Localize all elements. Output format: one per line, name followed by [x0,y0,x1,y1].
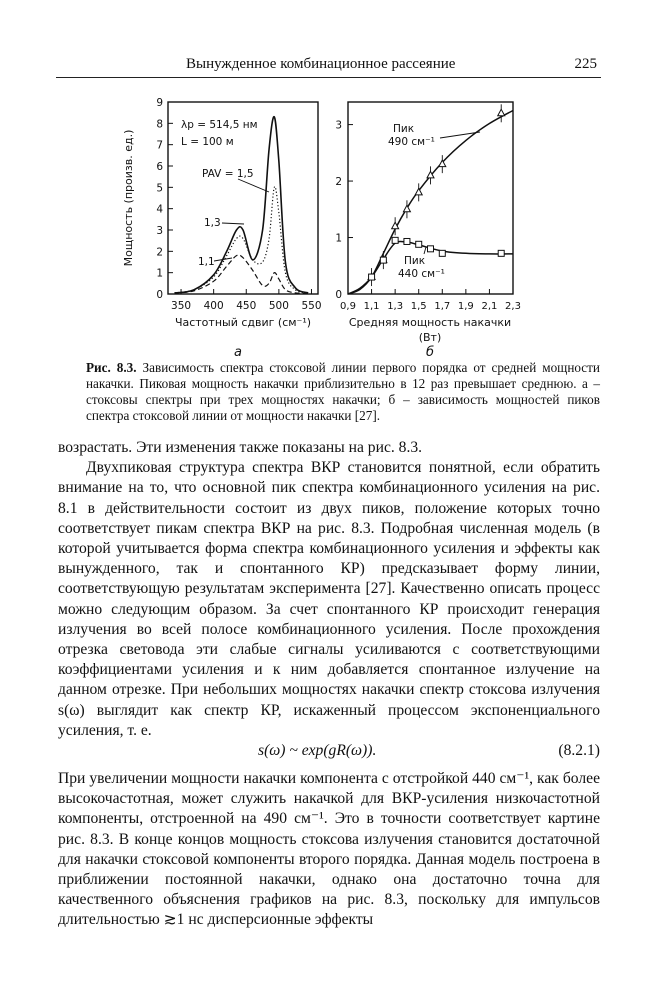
panel-b-y-tick-label: 0 [335,289,342,301]
pav-leader-line [238,179,269,192]
data-point-490 [439,160,446,167]
panel-a-x-tick-label: 450 [236,300,257,312]
data-point-440 [380,257,386,263]
panel-b-x-tick-label: 1,1 [363,301,380,312]
panel-a-y-tick-label: 7 [156,139,163,152]
peak-490-label-line2: 490 см⁻¹ [388,136,435,148]
panel-b-letter: б [426,345,435,360]
paragraph-two-peak-structure: Двухпиковая структура спектра ВКР становится понятной, если обратить внимание на то, что основной пик спектра комбинационного усиления на рис. 8.1 в действительности состоит из двух пиков, положение которых точно соответствует пикам спектра ВКР на рис. 8.3. Подробная численная модель (в которой учитывается форма спектра комбинационного усиления и эффекты как вынужденного, так и спонтанного КР) предсказывает форму линии, соответствующую результатам эксперимента [27]. Качественно описать процесс можно следующим образом. За счет спонтанного КР происходит генерация излучения во всей полосе комбинационного усиления. После прохождения отрезка световода эти слабые сигналы усиливаются с соответствующими коэффициентами усиления и к ним добавляется спонтанное излучение на данном отрезке. При небольших мощностях накачки спектр стоксова излучения s(ω) выглядит как спектр КР, искаженный процессом экспоненциального усиления, т. е. [58,459,600,739]
panel-a-letter: а [234,345,242,360]
curve-label-1-1: 1,1 [198,256,215,268]
panel-a-xlabel: Частотный сдвиг (см⁻¹) [174,316,312,329]
panel-a-x-tick-label: 500 [268,300,289,312]
panel-b [335,102,521,360]
data-point-440 [404,238,410,244]
panel-b-xlabel-line1: Средняя мощность накачки [348,316,512,329]
caption-label: Рис. 8.3. [86,360,137,375]
panel-a-y-tick-label: 4 [156,203,163,216]
panel-a-x-tick-label: 350 [171,300,192,312]
panel-a [122,97,322,360]
body-text [58,438,600,931]
panel-a-x-ticks [171,289,321,312]
panel-b-x-tick-label: 2,1 [481,301,498,312]
running-header [56,52,601,78]
data-point-440 [392,237,398,243]
equation-number: (8.2.1) [558,742,600,760]
figure-8-3 [122,92,528,360]
panel-a-param-wavelength: λp = 514,5 нм [181,119,258,131]
equation-8-2-1 [58,741,600,765]
panel-a-y-tick-label: 5 [156,182,163,195]
curve-1-3-leader-line [222,223,244,224]
equation-formula: s(ω) ~ exp(gR(ω)). [258,742,377,760]
panel-a-x-tick-label: 550 [301,300,322,312]
panel-a-param-pav: PAV = 1,5 [202,168,254,180]
paragraph-pump-increase: При увеличении мощности накачки компонента с отстройкой 440 см⁻¹, как более высокочастотная, может служить накачкой для ВКР-усиления низкочастотной компоненты, отстроенной на 490 см⁻¹. Это в точности соответствует картине рис. 8.3. В конце концов мощность стоксова излучения становится достаточной для накачки стоксовой компоненты второго порядка. Данная модель построена в приближении постоянной накачки, однако она достаточно точна для качественного объяснения графиков на рис. 8.3, поскольку для импульсов длительностью ≳1 нс дисперсионные эффекты [58,770,600,929]
panel-a-y-tick-label: 6 [156,161,163,173]
header-rule [56,77,601,78]
panel-b-y-ticks [335,120,353,301]
panel-b-x-tick-label: 1,7 [434,301,451,312]
panel-a-y-tick-label: 2 [156,246,163,259]
figure-caption [86,360,600,424]
peak-490-leader-line [440,132,480,138]
panel-b-y-tick-label: 3 [335,119,342,132]
running-title: Вынужденное комбинационное рассеяние [186,56,456,72]
data-point-440 [416,241,422,247]
panel-a-x-tick-label: 400 [203,300,224,312]
data-point-440 [498,250,504,256]
peak-490-label-line1: Пик [393,123,415,135]
peak-440-label-line1: Пик [404,255,426,267]
data-point-440 [439,250,445,256]
data-point-440 [369,274,375,280]
paragraph-continuation: возрастать. Эти изменения также показаны на рис. 8.3. [58,439,423,456]
panel-a-y-ticks [156,97,173,301]
panel-a-y-tick-label: 3 [156,225,163,237]
panel-b-x-tick-label: 1,3 [387,301,404,312]
panel-b-curves [348,104,513,294]
panel-b-frame [348,102,513,294]
panel-b-x-tick-label: 0,9 [340,301,356,312]
panel-b-x-tick-label: 2,3 [505,301,521,312]
curve-label-1-3: 1,3 [204,217,221,229]
data-point-490 [415,188,422,195]
peak-440-label-line2: 440 см⁻¹ [398,268,445,280]
panel-b-x-tick-label: 1,9 [457,301,474,312]
panel-a-y-tick-label: 8 [156,118,163,131]
panel-a-param-length: L = 100 м [181,136,234,148]
data-point-490 [498,109,505,116]
panel-b-y-tick-label: 1 [335,232,342,245]
panel-b-xlabel-line2: (Вт) [418,331,442,344]
panel-a-ylabel: Мощность (произв. ед.) [122,129,135,267]
data-point-440 [428,246,434,252]
panel-b-y-tick-label: 2 [335,176,342,189]
panel-a-y-tick-label: 9 [156,97,163,109]
caption-text: Зависимость спектра стоксовой линии первого порядка от средней мощности накачки. Пиковая мощность накачки приблизительно в 12 раз превышает среднюю. а – стоксовы спектры при трех мощностях накачки; б – зависимость мощностей пиков спектра стоксовой линии от мощности накачки [27]. [86,360,600,423]
peak-440-leader-line [424,247,426,254]
panel-a-y-tick-label: 0 [156,289,163,301]
data-point-490 [403,205,410,212]
page-number: 225 [574,56,597,72]
panel-b-x-tick-label: 1,5 [410,301,427,312]
panel-a-y-tick-label: 1 [156,267,163,280]
panel-b-x-ticks [340,289,521,312]
